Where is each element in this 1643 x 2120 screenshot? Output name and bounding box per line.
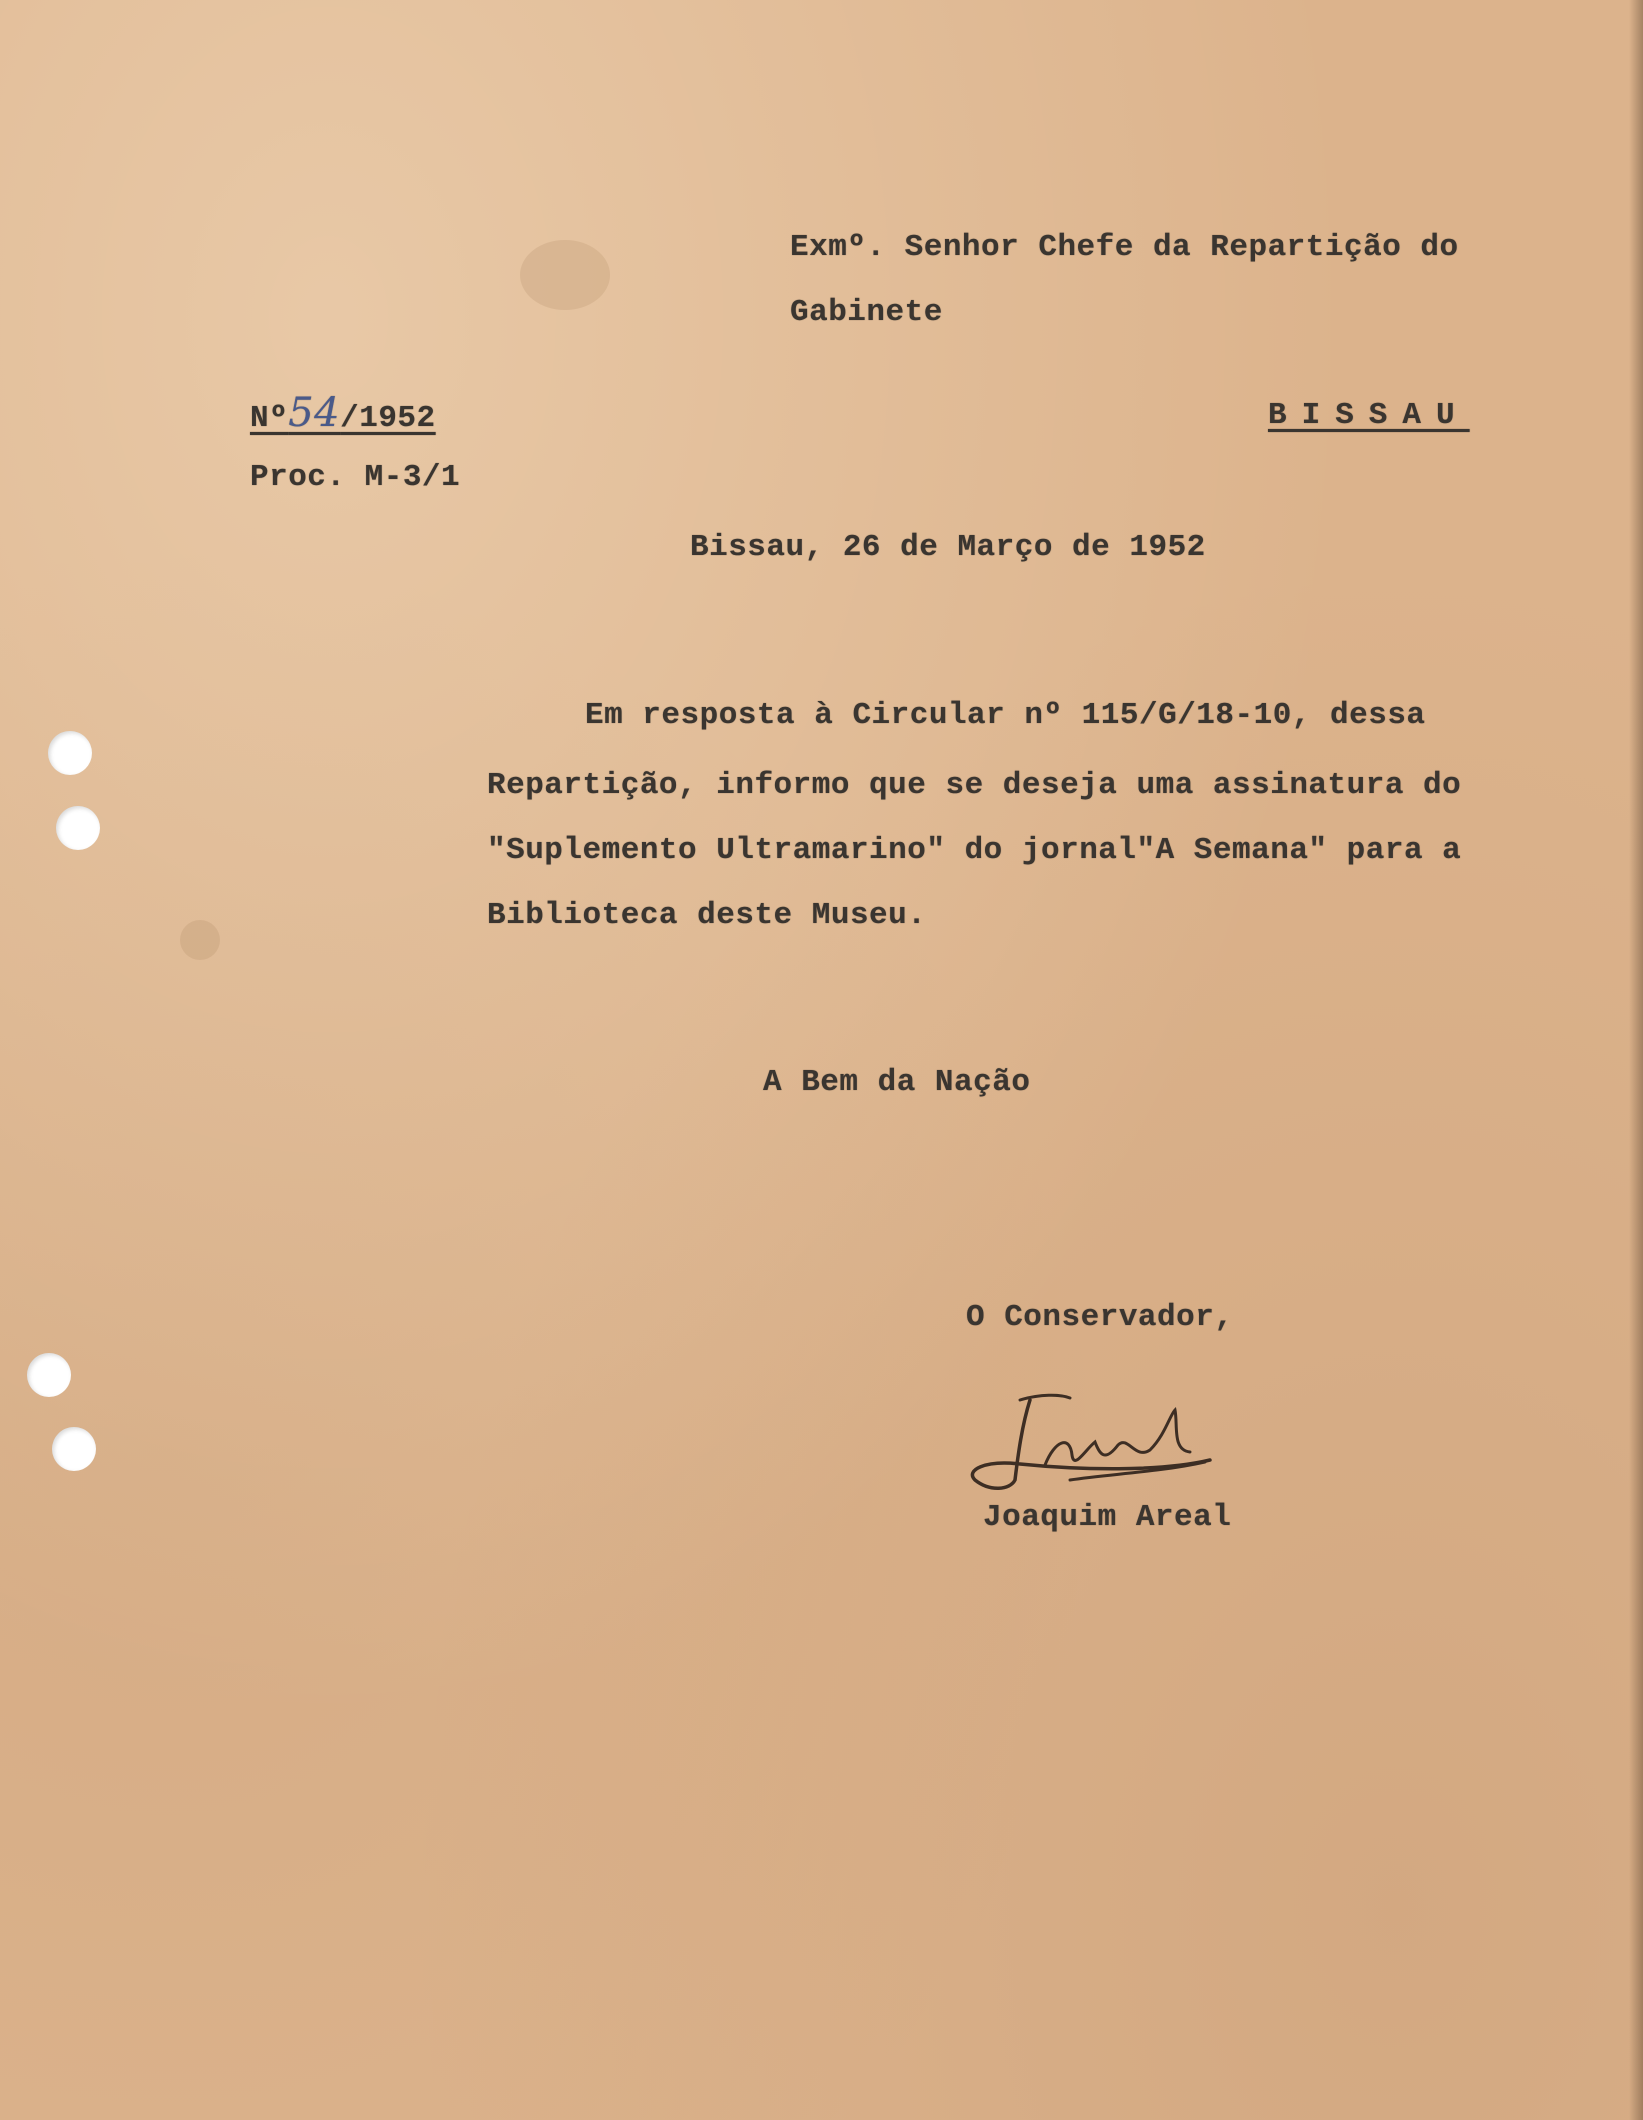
body-line: "Suplemento Ultramarino" do jornal"A Semana" para a	[487, 833, 1462, 868]
date-line: Bissau, 26 de Março de 1952	[690, 530, 1206, 565]
page-edge-shadow	[1629, 0, 1643, 2120]
closing-salutation: A Bem da Nação	[763, 1065, 1031, 1100]
signer-title: O Conservador,	[966, 1300, 1234, 1335]
paper-stain	[520, 240, 610, 310]
reference-prefix: Nº	[250, 401, 289, 436]
punch-hole	[27, 1353, 71, 1397]
paper-stain	[180, 920, 220, 960]
punch-hole	[48, 731, 92, 775]
body-line: Em resposta à Circular nº 115/G/18-10, dessa	[585, 698, 1426, 733]
city-heading: BISSAU	[1268, 398, 1470, 433]
punch-hole	[52, 1427, 96, 1471]
addressee-line-1: Exmº. Senhor Chefe da Repartição do	[790, 230, 1459, 265]
handwritten-signature	[960, 1380, 1240, 1500]
process-reference: Proc. M-3/1	[250, 460, 461, 495]
body-line: Repartição, informo que se deseja uma assinatura do	[487, 768, 1462, 803]
body-line: Biblioteca deste Museu.	[487, 898, 927, 933]
punch-hole	[56, 806, 100, 850]
addressee-line-2: Gabinete	[790, 295, 943, 330]
reference-number	[250, 390, 436, 436]
reference-suffix: /1952	[340, 401, 436, 436]
reference-handwritten-number: 54	[288, 390, 341, 436]
signer-name: Joaquim Areal	[983, 1500, 1232, 1535]
